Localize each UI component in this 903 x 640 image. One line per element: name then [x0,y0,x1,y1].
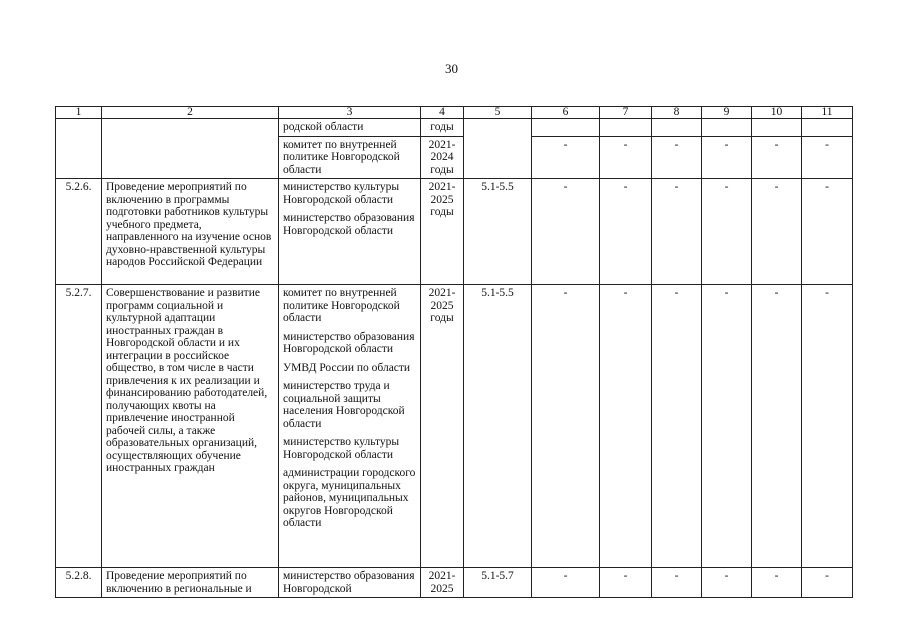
value-cell: - [532,285,600,568]
executor-text: министерство культуры Новгородской области [283,181,400,206]
executor-cell [279,285,421,568]
indicators-text: 5.1-5.5 [464,179,532,285]
value-cell: - [532,136,600,179]
row-number: 5.2.8. [56,568,102,598]
value-cell: - [600,568,652,598]
col-header: 7 [600,107,652,119]
table-row [56,285,853,568]
value-cell [532,119,600,137]
period-text: 2021-2024 годы [421,136,464,179]
col-header: 3 [279,107,421,119]
indicators-text: 5.1-5.7 [464,568,532,598]
value-cell: - [752,179,802,285]
value-cell: - [702,285,752,568]
header-row [56,107,853,119]
col-header: 10 [752,107,802,119]
row-number: 5.2.7. [56,285,102,568]
col-header: 4 [421,107,464,119]
col-header: 9 [702,107,752,119]
col-header: 8 [652,107,702,119]
executor-cell [279,136,421,179]
value-cell [652,119,702,137]
value-cell [802,119,853,137]
executor-text: родской области [283,121,364,133]
value-cell: - [752,568,802,598]
executor-cell [279,119,421,137]
row-number: 5.2.6. [56,179,102,285]
value-cell: - [802,179,853,285]
period-text: 2021-2025 годы [421,285,464,568]
value-cell [600,119,652,137]
value-cell: - [532,179,600,285]
activity-text: Совершенствование и развитие программ социальной и культурной адаптации иностранных граждан в Новгородской области и их интеграции в российское общество, в том числе в части привлечения к их реализации и финансированию работодателей, получающих квоты на привлечение иностранной рабочей силы, а также образовательных организаций, осуществляющих обучение иностранных граждан [102,285,279,568]
col-header: 6 [532,107,600,119]
value-cell [752,119,802,137]
value-cell [702,119,752,137]
page-number: 30 [445,61,458,76]
indicators-text: 5.1-5.5 [464,285,532,568]
value-cell: - [702,568,752,598]
col-header: 2 [102,107,279,119]
table-row [56,179,853,285]
col-header: 11 [802,107,853,119]
executor-text: министерство культуры Новгородской области [283,436,400,461]
executor-text: министерство образования Новгородской [283,570,415,595]
activity-text: Проведение мероприятий по включению в программы подготовки работников культуры учебного предмета, направленного на изучение основ духовно-нравственной культуры народов Российской Федерации [102,179,279,285]
period-text: 2021-2025 [421,568,464,598]
value-cell: - [702,136,752,179]
table-row [56,119,853,137]
value-cell: - [802,568,853,598]
executor-cell [279,568,421,598]
value-cell: - [600,285,652,568]
value-cell: - [652,179,702,285]
indicators-text [464,119,532,179]
value-cell: - [752,285,802,568]
value-cell: - [652,568,702,598]
value-cell: - [652,285,702,568]
executor-text: администрации городского округа, муниципальных районов, муниципальных округов Новгородской области [283,467,416,529]
value-cell: - [600,136,652,179]
value-cell: - [702,179,752,285]
executor-text: комитет по внутренней политике Новгородской области [283,287,400,324]
period-text: годы [421,119,464,137]
period-text: 2021-2025 годы [421,179,464,285]
executor-text: министерство образования Новгородской области [283,330,415,355]
value-cell: - [652,136,702,179]
value-cell: - [532,568,600,598]
executor-text: министерство труда и социальной защиты населения Новгородской области [283,380,405,430]
value-cell: - [802,285,853,568]
table-row [56,568,853,598]
executor-text: комитет по внутренней политике Новгородской области [283,138,400,176]
value-cell: - [802,136,853,179]
plan-table [55,106,853,598]
row-number [56,119,102,179]
value-cell: - [600,179,652,285]
value-cell: - [752,136,802,179]
activity-text [102,119,279,179]
executor-text: УМВД России по области [283,361,411,374]
executor-cell [279,179,421,285]
activity-text: Проведение мероприятий по включению в региональные и [102,568,279,598]
col-header: 1 [56,107,102,119]
executor-text: министерство образования Новгородской области [283,212,415,237]
col-header: 5 [464,107,532,119]
